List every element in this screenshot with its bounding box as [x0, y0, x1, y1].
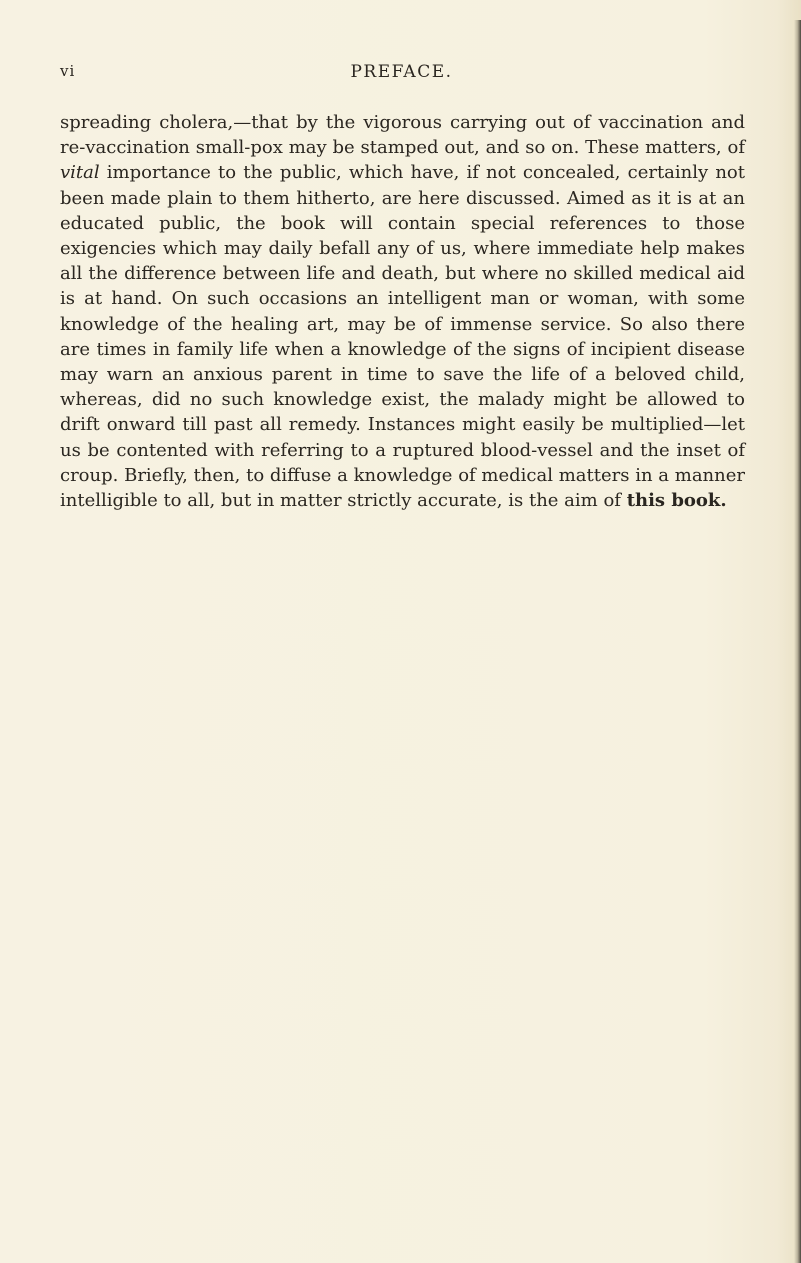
page-number: vi	[60, 62, 76, 80]
text-line: and re-vaccination small-pox may be stamped out, and so on. These	[60, 112, 745, 159]
page-edge-shadow	[794, 20, 801, 1263]
text-line: Aimed as it is at an educated public, the book will contain special	[60, 187, 745, 234]
text-line: references to those exigencies which may daily befall any of us, where	[60, 212, 745, 260]
page-header	[60, 62, 743, 88]
italic-emphasis: vital	[60, 162, 100, 184]
text-line: manner intelligible to all, but in matter strictly accurate, is the aim of	[60, 464, 745, 512]
text-line: no such knowledge exist, the malady might be allowed to drift onward	[60, 389, 745, 436]
text-line: intelligent man or woman, with some knowledge of the healing art,	[60, 288, 745, 335]
text-line: contented with referring to a ruptured blood-vessel and the inset of	[116, 439, 745, 461]
text-line: may be of immense service. So also there are times in family life	[60, 313, 745, 360]
text-line: croup. Briefly, then, to diffuse a knowledge of medical matters in a	[60, 464, 670, 486]
text-line: matters, of	[645, 137, 745, 159]
text-line: this book.	[626, 490, 727, 512]
text-line: immediate help makes all the difference between life and death, but	[60, 238, 745, 285]
running-head: PREFACE.	[350, 62, 453, 82]
text-line: anxious parent in time to save the life of a beloved child, whereas, did	[60, 364, 745, 411]
text-line: certainly not been made plain to them hitherto, are here discussed.	[60, 162, 745, 209]
text-line: where no skilled medical aid is at hand. On such occasions an	[60, 263, 745, 310]
preface-paragraph	[60, 110, 745, 513]
text-line: importance to the public, which have, if not concealed,	[99, 162, 621, 184]
text-line: spreading cholera,—that by the vigorous carrying out of vaccination	[60, 112, 704, 133]
text-line: when a knowledge of the signs of incipient disease may warn an	[60, 338, 745, 386]
text-line: till past all remedy. Instances might easily be multiplied—let us be	[60, 414, 745, 461]
